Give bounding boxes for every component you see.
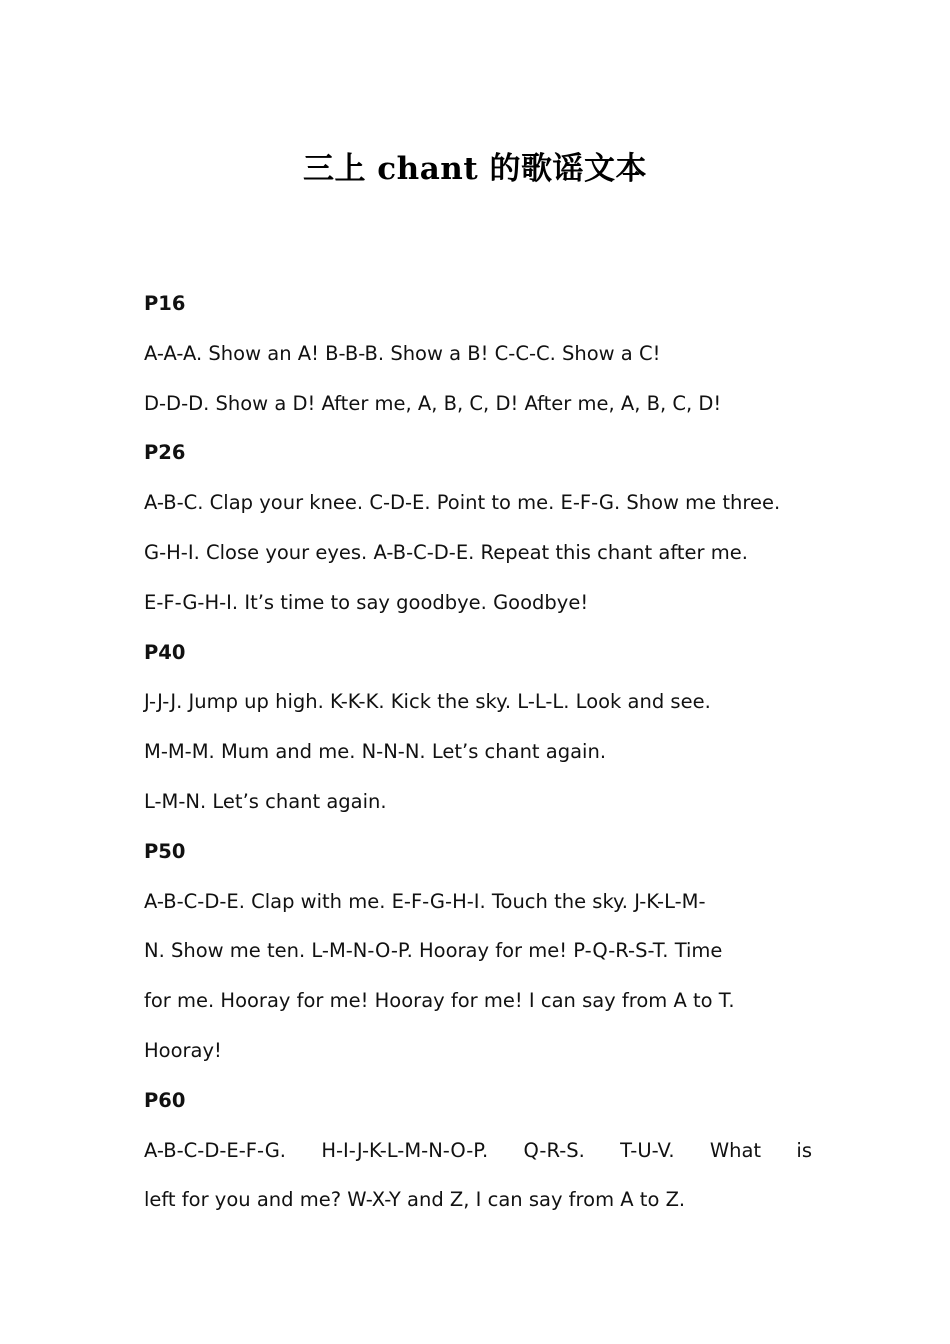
chant-line: M-M-M. Mum and me. N-N-N. Let’s chant again. (144, 740, 607, 764)
chant-line: N. Show me ten. L-M-N-O-P. Hooray for me! P-Q-R-S-T. Time (144, 939, 723, 963)
section-heading-p26: P26 (144, 441, 186, 465)
document-title: 三上 chant 的歌谣文本 (303, 151, 647, 187)
chant-line: G-H-I. Close your eyes. A-B-C-D-E. Repeat this chant after me. (144, 540, 748, 564)
chant-line: L-M-N. Let’s chant again. (144, 789, 387, 813)
chant-line: E-F-G-H-I. It’s time to say goodbye. Goodbye! (144, 590, 589, 614)
section-heading-p50: P50 (144, 839, 186, 863)
section-heading-p16: P16 (144, 292, 186, 315)
section-heading-p40: P40 (144, 640, 186, 664)
chant-line: A-B-C-D-E-F-G. H-I-J-K-L-M-N-O-P. Q-R-S. T-U-V. What is (144, 1138, 812, 1162)
chant-line: D-D-D. Show a D! After me, A, B, C, D! After me, A, B, C, D! (144, 391, 722, 415)
chant-line: J-J-J. Jump up high. K-K-K. Kick the sky. L-L-L. Look and see. (144, 690, 711, 714)
chant-line: Hooray! (144, 1038, 222, 1062)
chant-line: A-B-C-D-E. Clap with me. E-F-G-H-I. Touch the sky. J-K-L-M- (144, 889, 706, 913)
document-body (144, 279, 812, 1225)
chant-line: left for you and me? W-X-Y and Z, I can say from A to Z. (144, 1188, 686, 1212)
chant-line: for me. Hooray for me! Hooray for me! I can say from A to T. (144, 989, 735, 1013)
section-heading-p60: P60 (144, 1088, 186, 1112)
chant-line: A-B-C. Clap your knee. C-D-E. Point to me. E-F-G. Show me three. (144, 491, 781, 515)
chant-line: A-A-A. Show an A! B-B-B. Show a B! C-C-C. Show a C! (144, 341, 661, 365)
